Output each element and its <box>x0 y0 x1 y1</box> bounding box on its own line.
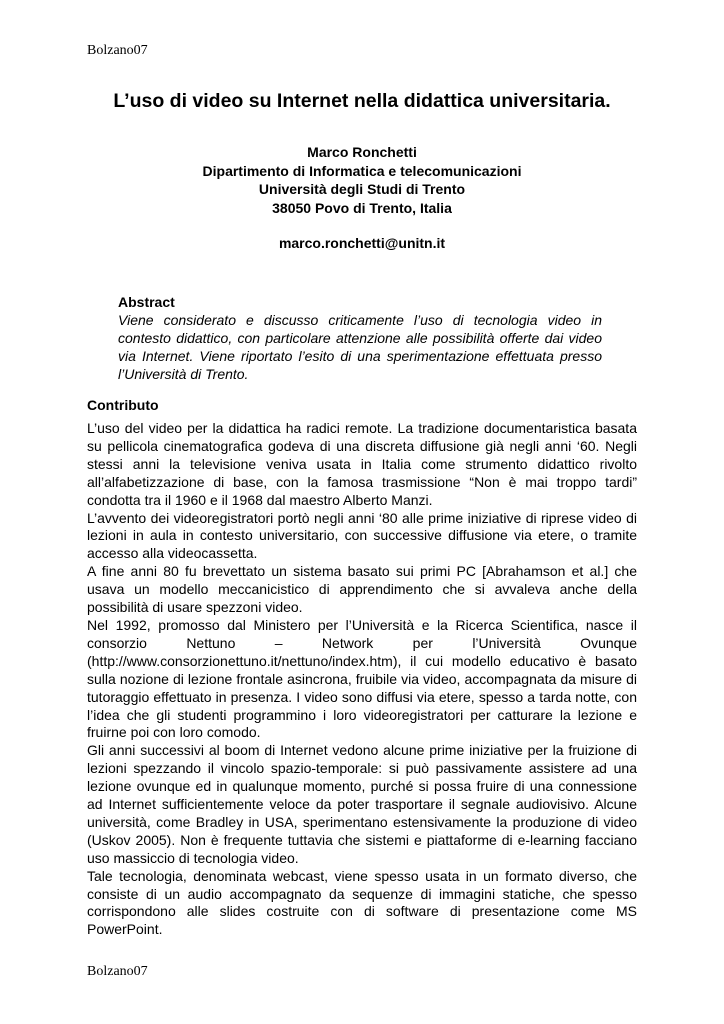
author-email: marco.ronchetti@unitn.it <box>278 235 446 251</box>
section-heading: Contributo <box>87 397 159 413</box>
running-foot: Bolzano07 <box>87 964 148 979</box>
section-body <box>87 420 637 939</box>
abstract-block <box>118 293 602 383</box>
body-paragraph: Nel 1992, promosso dal Ministero per l’Università e la Ricerca Scientifica, nasce il consorzio Nettuno – Network per l’Università Ovunque (http://www.consorzionettuno.it/nettuno/index.htm), il cui modello educativo è basato sulla nozione di lezione frontale asincrona, fruibile via video, accompagnata da misure di tutoraggio effettuato in presenza. I video sono diffusi via etere, spesso a tarda notte, con l’idea che gli studenti programmino i loro videoregistratori per catturare la lezione e fruirne poi con loro comodo. <box>87 616 637 741</box>
running-head: Bolzano07 <box>87 43 148 58</box>
body-paragraph: L’uso del video per la didattica ha radici remote. La tradizione documentaristica basata su pellicola cinematografica godeva di una discreta diffusione già negli anni ‘60. Negli stessi anni la televisione veniva usata in Italia come strumento didattico rivolto all’alfabetizzazione di base, con la famosa trasmissione “Non è mai troppo tardi” condotta tra il 1960 e il 1968 dal maestro Alberto Manzi. <box>87 420 637 508</box>
author-name: Marco Ronchetti <box>307 144 417 160</box>
author-department: Dipartimento di Informatica e telecomunicazioni <box>202 162 522 179</box>
paper-title: L’uso di video su Internet nella didattica universitaria. <box>113 90 611 112</box>
author-block <box>0 143 724 253</box>
abstract-text: Viene considerato e discusso criticamente l’uso di tecnologia video in contesto didattico, con particolare attenzione alle possibilità offerte dai video via Internet. Viene riportato l’esito di una sperimentazione effettuata presso l’Università di Trento. <box>118 312 602 382</box>
body-paragraph: Tale tecnologia, denominata webcast, viene spesso usata in un formato diverso, che consiste di un audio accompagnato da sequenze di immagini statiche, che spesso corrispondono alle slides costruite con di software di presentazione come MS PowerPoint. <box>87 867 637 938</box>
body-paragraph: Gli anni successivi al boom di Internet vedono alcune prime iniziative per la fruizione di lezioni spezzando il vincolo spazio-temporale: si può passivamente assistere ad una lezione ovunque ed in qualunque momento, purché si possa fruire di una connessione ad Internet sufficientemente veloce da poter trasportare il segnale audiovisivo. Alcune università, come Bradley in USA, sperimentano estensivamente la produzione di video (Uskov 2005). Non è frequente tuttavia che sistemi e piattaforme di e-learning facciano uso massiccio di tecnologia video. <box>87 742 637 866</box>
author-university: Università degli Studi di Trento <box>258 181 466 197</box>
abstract-heading: Abstract <box>118 294 175 310</box>
body-paragraph: A fine anni 80 fu brevettato un sistema basato sui primi PC [Abrahamson et al.] che usava un modello meccanicistico di apprendimento che si avvaleva anche della possibilità di usare spezzoni video. <box>87 563 637 616</box>
author-address: 38050 Povo di Trento, Italia <box>272 199 452 216</box>
body-paragraph: L’avvento dei videoregistratori portò negli anni ‘80 alle prime iniziative di riprese video di lezioni in aula in contesto universitario, con successive diffusione via etere, o tramite accesso alla videocassetta. <box>87 509 637 562</box>
